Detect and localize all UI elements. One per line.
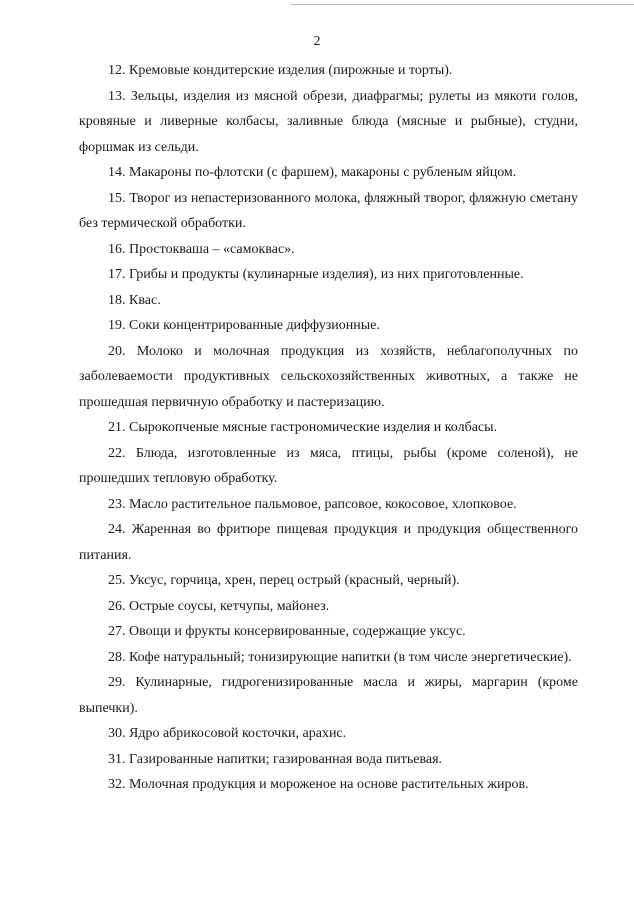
- page-number: 2: [313, 34, 321, 49]
- list-item-31: 31. Газированные напитки; газированная вода питьевая.: [108, 751, 443, 767]
- list-item-23: 23. Масло растительное пальмовое, рапсовое, кокосовое, хлопковое.: [108, 496, 517, 512]
- list-item-27: 27. Овощи и фрукты консервированные, содержащие уксус.: [108, 624, 466, 639]
- list-item-30: 30. Ядро абрикосовой косточки, арахис.: [108, 726, 347, 741]
- list-item-15: 15. Творог из непастеризованного молока, фляжный творог, фляжную сметану без термической обработки.: [79, 190, 578, 231]
- list-item-14: 14. Макароны по-флотски (с фаршем), макароны с рубленым яйцом.: [108, 165, 517, 180]
- list-item-16: 16. Простокваша – «самоквас».: [108, 241, 295, 257]
- list-item-17: 17. Грибы и продукты (кулинарные изделия), из них приготовленные.: [108, 267, 524, 282]
- list-item-13: 13. Зельцы, изделия из мясной обрези, диафрагмы; рулеты из мякоти голов, кровяные и ливерные колбасы, заливные блюда (мясные и рыбные), студни, форшмак из сельди.: [79, 88, 578, 155]
- list-item-24: 24. Жаренная во фритюре пищевая продукция и продукция общественного питания.: [79, 522, 578, 563]
- list-item-21: 21. Сырокопченые мясные гастрономические изделия и колбасы.: [108, 420, 498, 435]
- list-item-22: 22. Блюда, изготовленные из мяса, птицы, рыбы (кроме соленой), не прошедших тепловую обработку.: [79, 445, 578, 486]
- top-edge-line: [290, 4, 634, 5]
- list-item-32: 32. Молочная продукция и мороженое на основе растительных жиров.: [108, 777, 529, 792]
- list-item-19: 19. Соки концентрированные диффузионные.: [108, 318, 380, 333]
- list-item-18: 18. Квас.: [108, 292, 161, 308]
- list-item-26: 26. Острые соусы, кетчупы, майонез.: [108, 598, 330, 614]
- list-item-25: 25. Уксус, горчица, хрен, перец острый (красный, черный).: [108, 573, 460, 588]
- list-item-12: 12. Кремовые кондитерские изделия (пирожные и торты).: [108, 63, 453, 78]
- list-item-28: 28. Кофе натуральный; тонизирующие напитки (в том числе энергетические).: [108, 649, 572, 665]
- list-item-29: 29. Кулинарные, гидрогенизированные масла и жиры, маргарин (кроме выпечки).: [79, 675, 578, 716]
- list-item-20: 20. Молоко и молочная продукция из хозяйств, неблагополучных по заболеваемости продуктивных сельскохозяйственных животных, а также не прошедшая первичную обработку и пастеризацию.: [79, 343, 578, 410]
- prohibited-items-list: [79, 58, 578, 798]
